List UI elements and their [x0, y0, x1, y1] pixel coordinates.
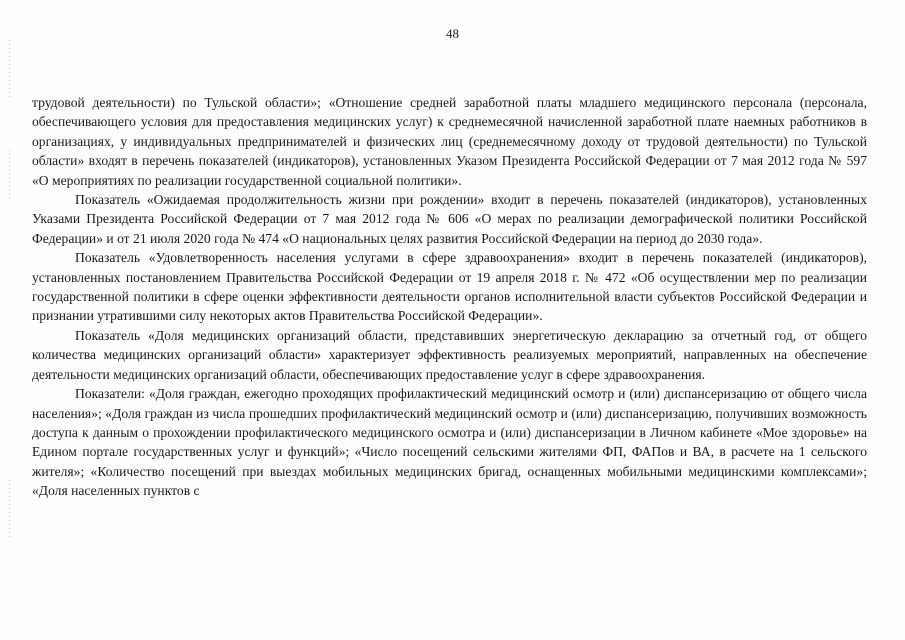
paragraph: Показатель «Ожидаемая продолжительность жизни при рождении» входит в перечень показателей (индикаторов), установленных Указами Президента Российской Федерации от 7 мая 2012 года № 606 «О мерах по реализации демографической политики Российской Федерации» и от 21 июля 2020 года № 474 «О национальных целях развития Российской Федерации на период до 2030 года». [32, 192, 867, 246]
document-body [32, 93, 867, 501]
paragraph: Показатель «Удовлетворенность населения услугами в сфере здравоохранения» входит в перечень показателей (индикаторов), установленных постановлением Правительства Российской Федерации от 19 апреля 2018 г. № 472 «Об осуществлении мер по реализации государственной политики в сфере оценки эффективности деятельности органов исполнительной власти субъектов Российской Федерации и признании утратившими силу некоторых актов Правительства Российской Федерации». [32, 250, 867, 324]
page-number: 48 [446, 26, 459, 41]
scan-margin-marks [9, 150, 10, 200]
scan-margin-marks [9, 40, 10, 100]
paragraph: Показатели: «Доля граждан, ежегодно проходящих профилактический медицинский осмотр и (или) диспансеризацию от общего числа населения»; «Доля граждан из числа прошедших профилактический медицинский осмотр и (или) диспансеризацию, получивших возможность доступа к данным о прохождении профилактического медицинского осмотра и (или) диспансеризации в Личном кабинете «Мое здоровье» на Едином портале государственных услуг и функций»; «Число посещений сельскими жителями ФП, ФАПов и ВА, в расчете на 1 сельского жителя»; «Количество посещений при выездах мобильных медицинских бригад, оснащенных мобильными медицинскими комплексами»; «Доля населенных пунктов с [32, 386, 867, 499]
paragraph: трудовой деятельности) по Тульской области»; «Отношение средней заработной платы младшего медицинского персонала (персонала, обеспечивающего условия для предоставления медицинских услуг) к среднемесячной начисленной заработной плате наемных работников в организациях, у индивидуальных предпринимателей и физических лиц (среднемесячному доходу от трудовой деятельности) по Тульской области» входят в перечень показателей (индикаторов), установленных Указом Президента Российской Федерации от 7 мая 2012 года № 597 «О мероприятиях по реализации государственной социальной политики». [32, 95, 867, 188]
scan-margin-marks [9, 480, 10, 540]
paragraph: Показатель «Доля медицинских организаций области, представивших энергетическую декларацию за отчетный год, от общего количества медицинских организаций области» характеризует эффективность реализуемых мероприятий, направленных на обеспечение деятельности медицинских организаций области, обеспечивающих предоставление услуг в сфере здравоохранения. [32, 327, 867, 382]
